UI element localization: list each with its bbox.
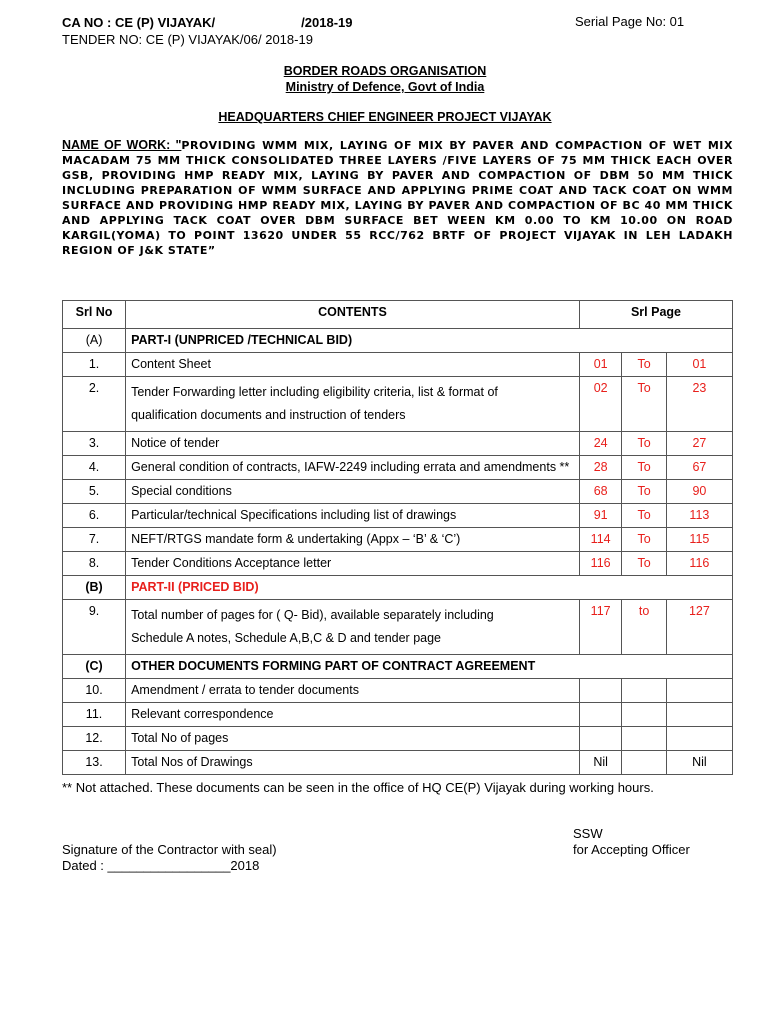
row-content xyxy=(126,600,580,655)
page-from: 01 xyxy=(579,353,621,377)
page-to-label: To xyxy=(622,456,666,480)
row-content: Content Sheet xyxy=(126,353,580,377)
table-row xyxy=(63,727,733,751)
section-b-row xyxy=(63,576,733,600)
name-of-work-text: PROVIDING WMM MIX, LAYING OF MIX BY PAVER AND COMPACTION OF WET MIX MACADAM 75 MM THICK CONSOLIDATED THREE LAYERS /FIVE LAYERS OF 75 MM THICK EACH OVER GSB, PROVIDING HMP READY MIX, LAYING BY PAVER AND COMPACTION OF DBM 50 MM THICK INCLUDING PREPARATION OF WMM SURFACE AND APPLYING PRIME COAT AND TACK COAT ON WMM SURFACE AND PROVIDING HMP READY MIX, LAYING BY PAVER AND COMPACTION OF BC 40 MM THICK AND APPLYING TACK COAT OVER DBM SURFACE BET WEEN KM 0.00 TO KM 10.00 ON ROAD KARGIL(YOMA) TO POINT 13620 UNDER 55 RCC/762 BRTF OF PROJECT VIJAYAK IN LEH LADAKH REGION OF J&K STATE” xyxy=(62,139,733,257)
table-row xyxy=(63,679,733,703)
name-of-work-label: NAME OF WORK: " xyxy=(62,138,182,152)
row-no: 4. xyxy=(63,456,126,480)
page-to-label: to xyxy=(622,600,666,655)
section-a-no: (A) xyxy=(63,329,126,353)
page-from: 114 xyxy=(579,528,621,552)
page-from: 24 xyxy=(579,432,621,456)
section-b-no: (B) xyxy=(63,576,126,600)
page-to-label xyxy=(622,751,666,775)
page-from: 68 xyxy=(579,480,621,504)
row-content-line2: qualification documents and instruction of tenders xyxy=(131,408,406,422)
page-end: 90 xyxy=(666,480,732,504)
col-srl-no: Srl No xyxy=(63,301,126,329)
page-to-label: To xyxy=(622,528,666,552)
page-from xyxy=(579,679,621,703)
page-end: 67 xyxy=(666,456,732,480)
row-no: 8. xyxy=(63,552,126,576)
contents-table xyxy=(62,300,733,775)
page-from: Nil xyxy=(579,751,621,775)
row-content: Total No of pages xyxy=(126,727,580,751)
page-end: 23 xyxy=(666,377,732,432)
page-from: 117 xyxy=(579,600,621,655)
table-row xyxy=(63,504,733,528)
page-to-label: To xyxy=(622,432,666,456)
table-row xyxy=(63,353,733,377)
row-content-line1: Tender Forwarding letter including eligibility criteria, list & format of xyxy=(131,385,498,399)
page-from xyxy=(579,727,621,751)
row-content: General condition of contracts, IAFW-2249 including errata and amendments ** xyxy=(126,456,580,480)
page-from: 02 xyxy=(579,377,621,432)
page-end: 116 xyxy=(666,552,732,576)
row-no: 11. xyxy=(63,703,126,727)
accepting-officer-label: for Accepting Officer xyxy=(573,842,690,857)
row-content-line2: Schedule A notes, Schedule A,B,C & D and tender page xyxy=(131,631,442,645)
table-row xyxy=(63,432,733,456)
table-row xyxy=(63,600,733,655)
table-row xyxy=(63,528,733,552)
ssw-label: SSW xyxy=(573,826,603,841)
row-no: 6. xyxy=(63,504,126,528)
section-c-no: (C) xyxy=(63,655,126,679)
organisation-name: BORDER ROADS ORGANISATION xyxy=(283,64,487,78)
accepting-officer-block xyxy=(573,826,690,858)
row-no: 9. xyxy=(63,600,126,655)
table-row xyxy=(63,703,733,727)
page-end: 115 xyxy=(666,528,732,552)
row-content: Particular/technical Specifications including list of drawings xyxy=(126,504,580,528)
col-contents: CONTENTS xyxy=(126,301,580,329)
section-b-title: PART-II (PRICED BID) xyxy=(126,576,733,600)
row-no: 2. xyxy=(63,377,126,432)
footnote: ** Not attached. These documents can be seen in the office of HQ CE(P) Vijayak during working hours. xyxy=(62,780,654,795)
page-from xyxy=(579,703,621,727)
section-a-row xyxy=(63,329,733,353)
headquarters-name: HEADQUARTERS CHIEF ENGINEER PROJECT VIJAYAK xyxy=(218,110,552,124)
serial-page-number: Serial Page No: 01 xyxy=(575,14,685,29)
page-from: 28 xyxy=(579,456,621,480)
page-to-label xyxy=(622,703,666,727)
col-srl-page: Srl Page xyxy=(579,301,732,329)
page-end xyxy=(666,727,732,751)
page-to-label: To xyxy=(622,353,666,377)
page-end: 27 xyxy=(666,432,732,456)
row-no: 10. xyxy=(63,679,126,703)
page-end: 127 xyxy=(666,600,732,655)
table-row xyxy=(63,552,733,576)
page-end xyxy=(666,679,732,703)
ca-number-line xyxy=(62,14,352,31)
row-no: 13. xyxy=(63,751,126,775)
row-no: 3. xyxy=(63,432,126,456)
page-to-label xyxy=(622,727,666,751)
contractor-signature-label: Signature of the Contractor with seal) xyxy=(62,842,277,857)
table-row xyxy=(63,456,733,480)
row-content: Amendment / errata to tender documents xyxy=(126,679,580,703)
contractor-signature-block xyxy=(62,842,277,874)
table-header-row xyxy=(63,301,733,329)
row-no: 1. xyxy=(63,353,126,377)
page-end: Nil xyxy=(666,751,732,775)
row-content: Notice of tender xyxy=(126,432,580,456)
tender-number: TENDER NO: CE (P) VIJAYAK/06/ 2018-19 xyxy=(62,32,313,47)
page-end xyxy=(666,703,732,727)
row-content: Total Nos of Drawings xyxy=(126,751,580,775)
page-from: 91 xyxy=(579,504,621,528)
row-content: Tender Conditions Acceptance letter xyxy=(126,552,580,576)
name-of-work xyxy=(62,138,733,258)
row-content: Relevant correspondence xyxy=(126,703,580,727)
table-row xyxy=(63,377,733,432)
section-a-title: PART-I (UNPRICED /TECHNICAL BID) xyxy=(126,329,733,353)
page-from: 116 xyxy=(579,552,621,576)
row-content xyxy=(126,377,580,432)
row-content-line1: Total number of pages for ( Q- Bid), available separately including xyxy=(131,608,494,622)
page-to-label: To xyxy=(622,480,666,504)
page-to-label: To xyxy=(622,552,666,576)
row-content: NEFT/RTGS mandate form & undertaking (Appx – ‘B’ & ‘C’) xyxy=(126,528,580,552)
row-no: 12. xyxy=(63,727,126,751)
section-c-title: OTHER DOCUMENTS FORMING PART OF CONTRACT AGREEMENT xyxy=(126,655,733,679)
table-row xyxy=(63,751,733,775)
row-no: 5. xyxy=(63,480,126,504)
row-content: Special conditions xyxy=(126,480,580,504)
table-row xyxy=(63,480,733,504)
page-end: 01 xyxy=(666,353,732,377)
ca-year: /2018-19 xyxy=(301,15,353,30)
page-to-label: To xyxy=(622,377,666,432)
dated-line: Dated : _________________2018 xyxy=(62,858,260,873)
section-c-row xyxy=(63,655,733,679)
row-no: 7. xyxy=(63,528,126,552)
page-to-label xyxy=(622,679,666,703)
ministry-name: Ministry of Defence, Govt of India xyxy=(285,80,485,94)
ca-number: CA NO : CE (P) VIJAYAK/ xyxy=(62,15,216,30)
page-end: 113 xyxy=(666,504,732,528)
page-to-label: To xyxy=(622,504,666,528)
document-header xyxy=(62,14,352,48)
